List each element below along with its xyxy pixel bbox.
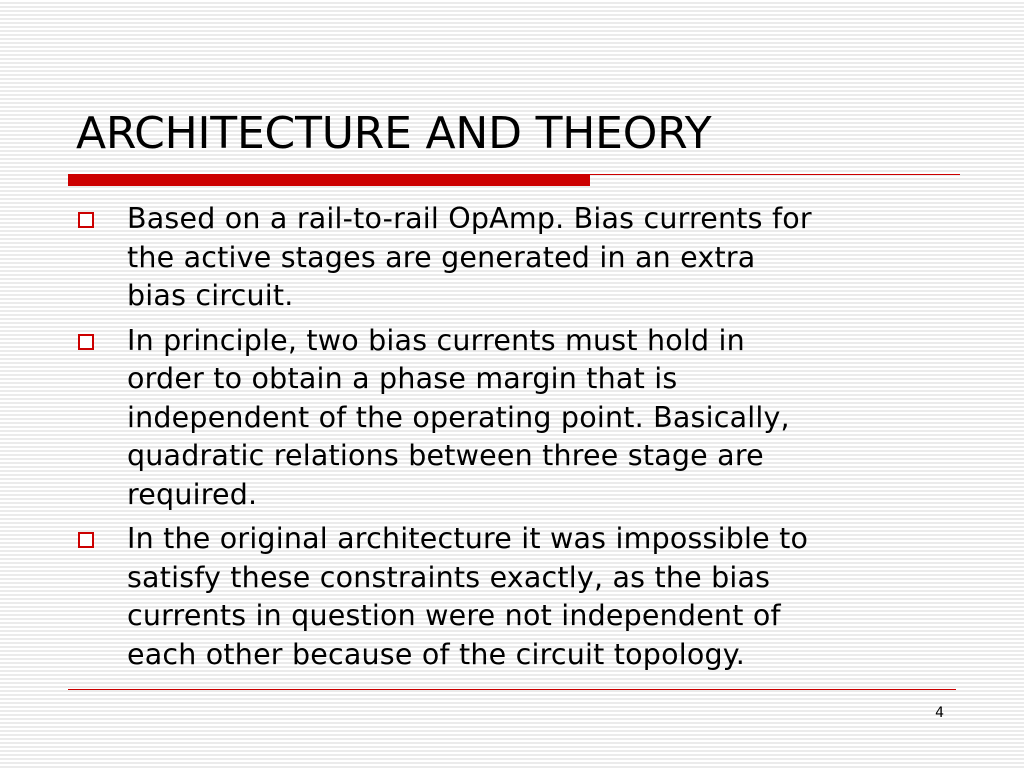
bullet-line: Based on a rail-to-rail OpAmp. Bias currents for <box>127 202 812 235</box>
bullet-line: each other because of the circuit topology. <box>127 637 746 671</box>
hollow-square-icon <box>78 212 94 228</box>
hollow-square-icon <box>78 532 94 548</box>
title-underline-thin <box>590 174 960 175</box>
bullet-line: independent of the operating point. Basically, <box>127 400 790 434</box>
page-number: 4 <box>935 705 944 721</box>
slide-title: ARCHITECTURE AND THEORY <box>76 108 712 159</box>
hollow-square-icon <box>78 334 94 350</box>
bullet-line: quadratic relations between three stage are <box>127 439 764 472</box>
bullet-line: satisfy these constraints exactly, as the bias <box>127 560 771 594</box>
bullet-item <box>72 200 962 316</box>
bullet-item <box>72 322 962 515</box>
bullet-line: bias circuit. <box>127 279 294 312</box>
bullet-line: the active stages are generated in an extra <box>127 240 756 274</box>
footer-divider <box>68 689 956 690</box>
bullet-line: In the original architecture it was impossible to <box>127 522 809 555</box>
bullet-line: required. <box>127 477 258 511</box>
bullet-line: In principle, two bias currents must hold in <box>127 323 745 357</box>
bullet-item <box>72 520 962 674</box>
bullet-list <box>72 200 962 680</box>
bullet-line: order to obtain a phase margin that is <box>127 362 678 395</box>
title-underline-thick <box>68 174 590 186</box>
bullet-line: currents in question were not independent of <box>127 599 781 632</box>
